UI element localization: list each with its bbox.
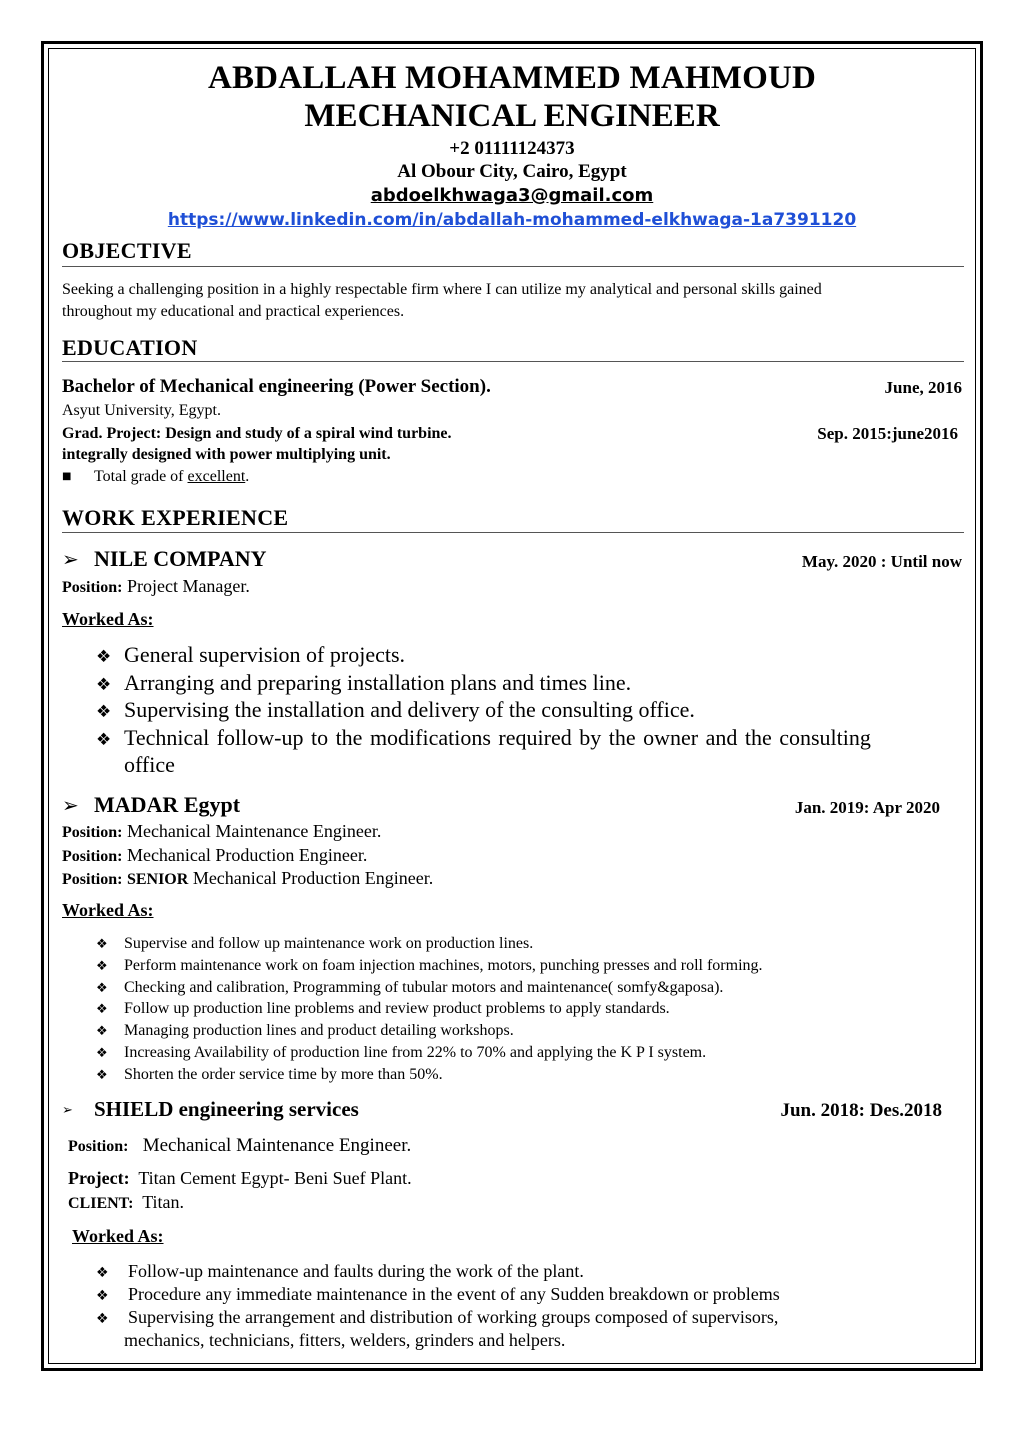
diamond-bullet-icon: ❖ — [96, 937, 108, 952]
item-text: Technical follow-up to the modifications required by the owner and the consulting — [124, 725, 871, 750]
item-text: Arranging and preparing installation plans and times line. — [124, 670, 632, 695]
nile-worked-as: Worked As: — [62, 609, 154, 629]
item-text: Checking and calibration, Programming of tubular motors and maintenance( somfy&gaposa). — [124, 979, 724, 996]
education-divider — [62, 361, 964, 362]
shield-item-3 — [96, 1307, 778, 1328]
diamond-bullet-icon: ❖ — [96, 675, 112, 695]
diamond-bullet-icon: ❖ — [96, 647, 112, 667]
shield-item-1 — [96, 1261, 584, 1282]
position-label: Position: — [62, 871, 123, 888]
position-value: Mechanical Maintenance Engineer. — [142, 1135, 412, 1156]
position-label: Position: — [68, 1138, 129, 1155]
diamond-bullet-icon: ❖ — [96, 1024, 108, 1039]
item-text: Supervising the installation and delivery of the consulting office. — [124, 697, 695, 722]
madar-position-1 — [62, 821, 381, 842]
item-text: Follow up production line problems and review product problems to apply standards. — [124, 1000, 670, 1017]
item-text: Supervising the arrangement and distribution of working groups composed of supervisors, — [128, 1307, 779, 1327]
position-label: Position: — [62, 579, 123, 596]
item-text: Procedure any immediate maintenance in the event of any Sudden breakdown or problems — [128, 1284, 780, 1304]
shield-date: Jun. 2018: Des.2018 — [780, 1100, 942, 1121]
madar-date: Jan. 2019: Apr 2020 — [794, 798, 940, 817]
grade-suffix: . — [245, 468, 250, 485]
diamond-bullet-icon: ❖ — [96, 1068, 108, 1083]
madar-item-3 — [96, 979, 723, 997]
diamond-bullet-icon: ❖ — [96, 730, 112, 750]
company-name: NILE COMPANY — [94, 546, 267, 571]
degree-date: June, 2016 — [884, 378, 962, 397]
grade-item — [62, 468, 249, 486]
address: Al Obour City, Cairo, Egypt — [397, 161, 627, 182]
company-shield — [62, 1097, 359, 1122]
company-nile — [62, 546, 267, 572]
project-label: Project: — [68, 1168, 130, 1188]
diamond-bullet-icon: ❖ — [96, 1311, 109, 1327]
company-madar — [62, 792, 240, 818]
madar-position-3 — [62, 868, 433, 889]
phone-number: +2 01111124373 — [449, 138, 575, 159]
diamond-bullet-icon: ❖ — [96, 1046, 108, 1061]
nile-item-4 — [96, 725, 871, 751]
education-heading: EDUCATION — [62, 335, 198, 360]
madar-item-5 — [96, 1022, 514, 1040]
grad-project: Grad. Project: Design and study of a spiral wind turbine. — [62, 425, 452, 442]
client-value: Titan. — [142, 1192, 185, 1212]
item-text: Managing production lines and product detailing workshops. — [124, 1022, 514, 1039]
madar-item-2 — [96, 957, 763, 975]
candidate-name: ABDALLAH MOHAMMED MAHMOUD — [207, 60, 817, 96]
work-experience-divider — [62, 532, 964, 533]
madar-item-1 — [96, 935, 533, 953]
diamond-bullet-icon: ❖ — [96, 959, 108, 974]
shield-position — [68, 1135, 411, 1157]
madar-position-2 — [62, 845, 367, 866]
diamond-bullet-icon: ❖ — [96, 1002, 108, 1017]
grad-project-line-2: integrally designed with power multiplying unit. — [62, 446, 391, 463]
item-text: Follow-up maintenance and faults during the work of the plant. — [128, 1261, 584, 1281]
shield-project — [68, 1168, 412, 1189]
item-text: Perform maintenance work on foam injection machines, motors, punching presses and roll forming. — [124, 957, 763, 974]
objective-line-1: Seeking a challenging position in a highly respectable firm where I can utilize my analytical and personal skills gained — [62, 281, 822, 298]
grade-prefix: Total grade of — [94, 468, 188, 485]
objective-line-2: throughout my educational and practical experiences. — [62, 303, 405, 320]
position-value: Mechanical Production Engineer. — [188, 868, 434, 888]
job-title: MECHANICAL ENGINEER — [304, 98, 720, 134]
company-name: SHIELD engineering services — [94, 1097, 359, 1121]
nile-position — [62, 576, 250, 597]
grade-value: excellent — [187, 468, 246, 485]
shield-item-3-continued: mechanics, technicians, fitters, welders, grinders and helpers. — [124, 1330, 566, 1350]
arrow-bullet-icon: ➢ — [62, 793, 79, 817]
madar-item-7 — [96, 1066, 443, 1084]
position-value: Project Manager. — [126, 576, 250, 596]
project-value: Titan Cement Egypt- Beni Suef Plant. — [138, 1168, 412, 1188]
madar-item-4 — [96, 1000, 670, 1018]
position-value: Mechanical Production Engineer. — [126, 845, 368, 865]
shield-item-2 — [96, 1284, 780, 1305]
item-text: Increasing Availability of production line from 22% to 70% and applying the K P I system. — [124, 1044, 707, 1061]
university: Asyut University, Egypt. — [62, 402, 221, 419]
nile-item-1 — [96, 642, 405, 668]
madar-item-6 — [96, 1044, 706, 1062]
grad-project-date: Sep. 2015:june2016 — [817, 424, 958, 443]
degree-title: Bachelor of Mechanical engineering (Power Section). — [62, 376, 491, 397]
position-value: Mechanical Maintenance Engineer. — [126, 821, 382, 841]
madar-worked-as: Worked As: — [62, 900, 154, 920]
diamond-bullet-icon: ❖ — [96, 1288, 109, 1304]
nile-date: May. 2020 : Until now — [801, 552, 962, 571]
diamond-bullet-icon: ❖ — [96, 981, 108, 996]
shield-client — [68, 1192, 184, 1213]
email-link[interactable]: abdoelkhwaga3@gmail.com — [370, 185, 654, 206]
arrow-bullet-icon: ➢ — [62, 1103, 73, 1118]
objective-heading: OBJECTIVE — [62, 238, 192, 263]
item-text: General supervision of projects. — [124, 642, 406, 667]
linkedin-link[interactable]: https://www.linkedin.com/in/abdallah-mohammed-elkhwaga-1a7391120 — [167, 210, 857, 230]
position-label: Position: — [62, 824, 123, 841]
nile-item-3 — [96, 697, 695, 723]
shield-worked-as: Worked As: — [72, 1226, 164, 1246]
diamond-bullet-icon: ❖ — [96, 1265, 109, 1281]
position-senior: SENIOR — [126, 871, 189, 888]
nile-item-4-continued: office — [124, 752, 175, 777]
nile-item-2 — [96, 670, 631, 696]
arrow-bullet-icon: ➢ — [62, 547, 79, 571]
diamond-bullet-icon: ❖ — [96, 702, 112, 722]
square-bullet-icon: ■ — [62, 471, 72, 482]
item-text: Supervise and follow up maintenance work on production lines. — [124, 935, 534, 952]
objective-divider — [62, 266, 964, 267]
work-experience-heading: WORK EXPERIENCE — [62, 505, 289, 530]
item-text: Shorten the order service time by more than 50%. — [124, 1066, 443, 1083]
client-label: CLIENT: — [68, 1195, 134, 1212]
position-label: Position: — [62, 848, 123, 865]
company-name: MADAR Egypt — [94, 792, 241, 817]
